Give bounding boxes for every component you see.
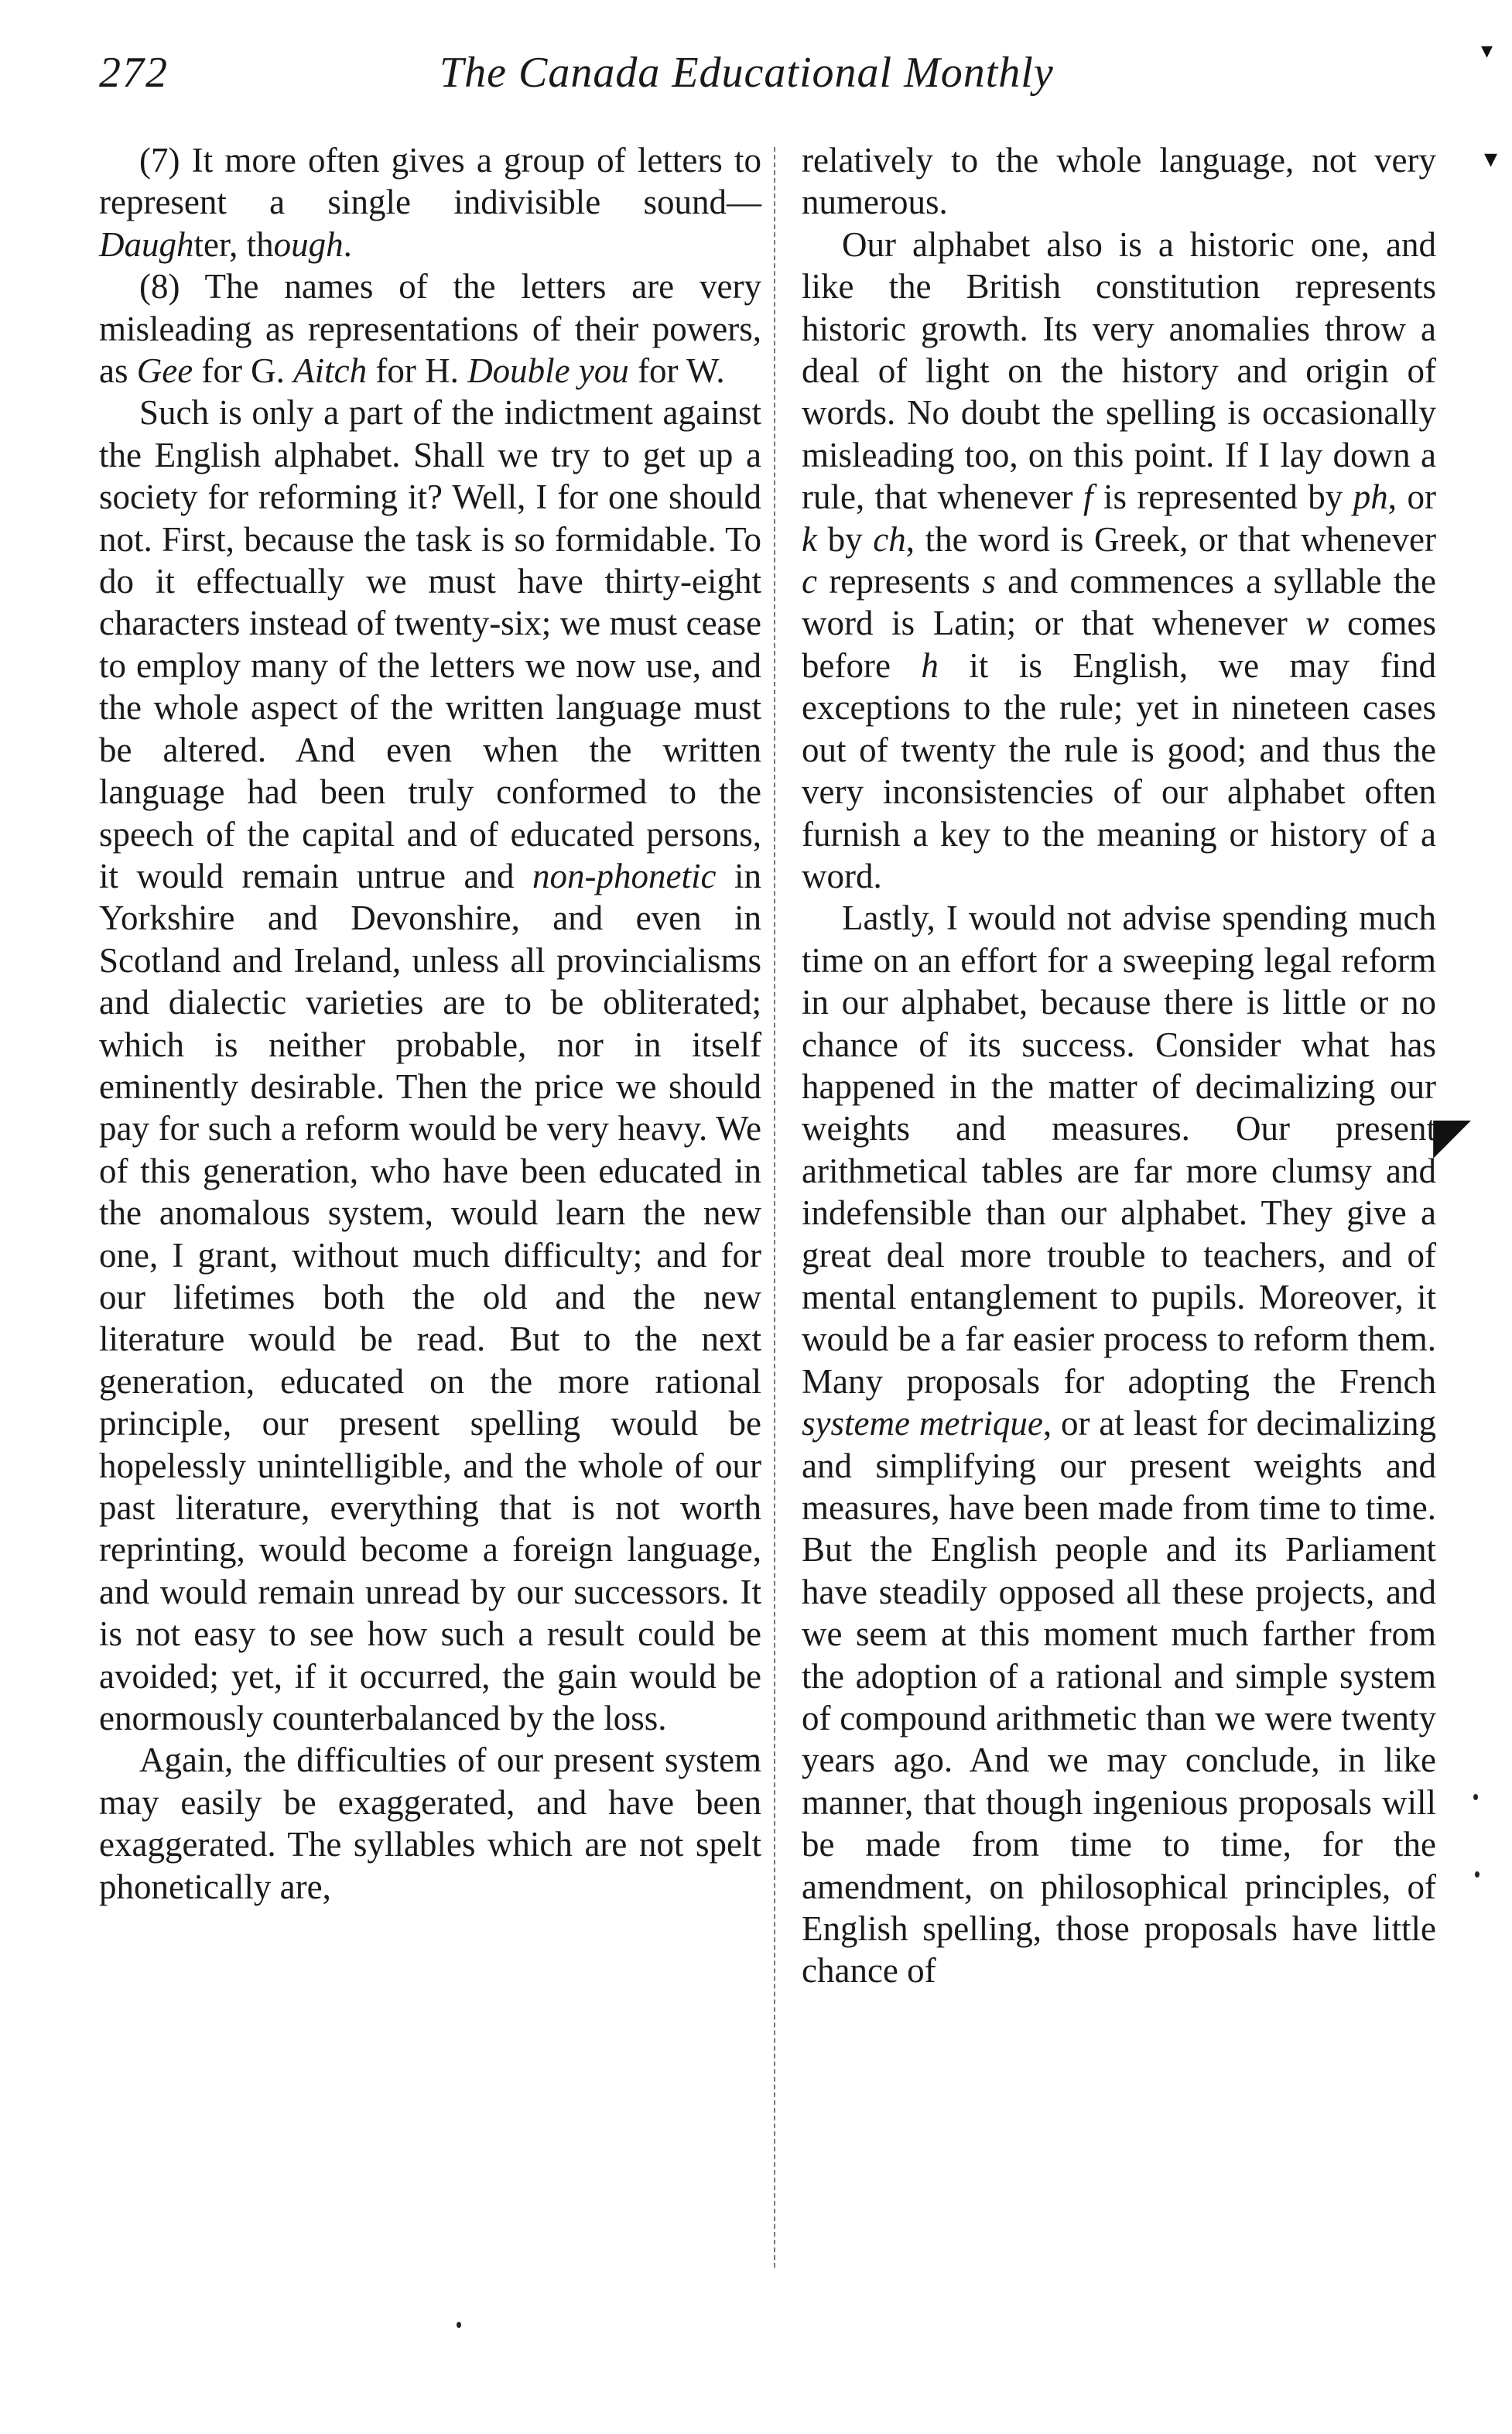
paragraph-difficulties: Again, the difficulties of our present system may easily be exaggerated, and have been exaggerated. The syllables which are not spelt phonetically are, (99, 1741, 761, 1906)
paragraph-indictment: Such is only a part of the indictment against the English alphabet. Shall we try to get up a society for reforming it? Well, I for one should not. First, because the task is so formidable. To do it effectually we must have thirty-eight characters instead of twenty-six; we must cease to employ many of the letters we now use, and the whole aspect of the written language must be altered. And even when the written language had been truly conformed to the speech of the capital and of educated persons, it would remain untrue and non-phonetic in Yorkshire and Devonshire, and even in Scotland and Ireland, unless all provincialisms and dialectic varieties are to be obliterated; which is neither probable, nor in itself eminently desirable. Then the price we should pay for such a reform would be very heavy. We of this generation, who have been educated in the anomalous system, would learn the new one, I grant, without much difficulty; and for our lifetimes both the old and the new literature would be read. But to the next generation, educated on the more rational principle, our present spelling would be hopelessly unintelligible, and the whole of our past literature, everything that is not worth reprinting, would become a foreign language, and would remain unread by our successors. It is not easy to see how such a result could be avoided; yet, if it occurred, the gain would be enormously counterbalanced by the loss. (99, 393, 761, 1738)
scan-mark-top: ▾ (1481, 38, 1493, 63)
paragraph-8: (8) The names of the letters are very misleading as representations of their powers, as Gee for G. Aitch for H. Double you for W. (99, 267, 761, 391)
column-divider (774, 147, 775, 2268)
left-column (99, 139, 761, 1908)
page-header (99, 48, 1136, 118)
speck (1473, 1794, 1478, 1800)
scan-mark-right: ▾ (1484, 145, 1498, 173)
running-title: The Canada Educational Monthly (440, 49, 1054, 97)
paragraph-continued: relatively to the whole language, not very numerous. (802, 141, 1436, 222)
paragraph-lastly: Lastly, I would not advise spending much time on an effort for a sweeping legal reform in our alphabet, because there is little or no chance of its success. Consider what has happened in the matter of decimalizing our weights and measures. Our present arithmetical tables are far more clumsy and indefensible than our alphabet. They give a great deal more trouble to teachers, and of mental entanglement to pupils. Moreover, it would be a far easier process to reform them. Many proposals for adopting the French systeme metrique, or at least for decimalizing and simplifying our present weights and measures, have been made from time to time. But the English people and its Parliament have steadily opposed all these projects, and we seem at this moment much farther from the adoption of a rational and simple system of compound arithmetic than we were twenty years ago. And we may conclude, in like manner, that though ingenious proposals will be made from time to time, for the amendment, on philosophical principles, of English spelling, those proposals have little chance of (802, 899, 1436, 1991)
paragraph-7: (7) It more often gives a group of letters to represent a single indivisible sound—Daughter, though. (99, 141, 761, 264)
speck (1475, 1871, 1480, 1878)
scan-mark-margin: ◤ (1433, 1108, 1472, 1163)
right-column (802, 139, 1436, 1992)
page-number: 272 (99, 49, 169, 97)
speck (457, 2322, 461, 2328)
paragraph-historic-alphabet: Our alphabet also is a historic one, and like the British constitution represents historic growth. Its very anomalies throw a deal of light on the history and origin of words. No doubt the spelling is occasionally misleading too, on this point. If I lay down a rule, that whenever f is represented by ph, or k by ch, the word is Greek, or that whenever c represents s and commences a syllable the word is Latin; or that whenever w comes before h it is English, we may find exceptions to the rule; yet in nineteen cases out of twenty the rule is good; and thus the very inconsistencies of our alphabet often furnish a key to the meaning or history of a word. (802, 224, 1436, 895)
